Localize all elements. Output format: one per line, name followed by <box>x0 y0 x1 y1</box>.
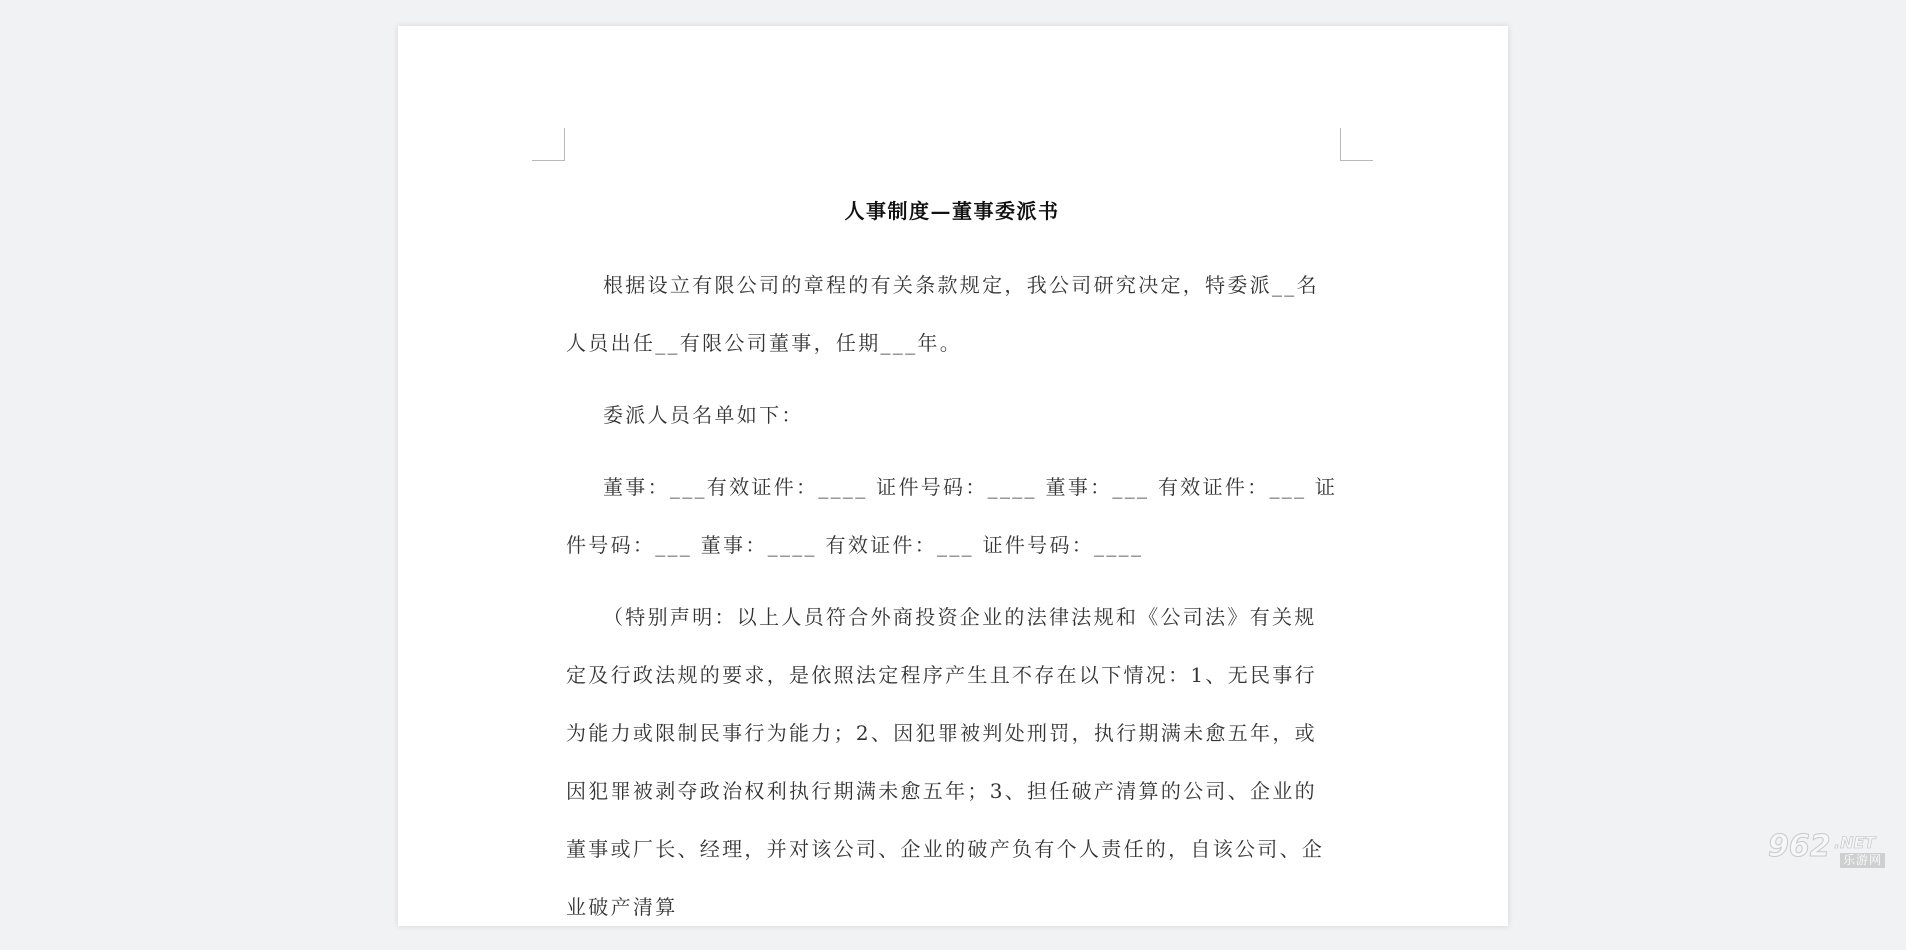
document-page[interactable] <box>398 26 1508 926</box>
watermark-number: 962 <box>1768 829 1831 864</box>
paragraph-director-list: 董事：___有效证件：____ 证件号码：____ 董事：___ 有效证件：___ 证件号码：___ 董事：____ 有效证件：___ 证件号码：____ <box>566 475 1338 557</box>
margin-mark-top-right <box>1340 128 1373 161</box>
paragraph-appointment: 根据设立有限公司的章程的有关条款规定，我公司研究决定，特委派__名人员出任__有限公司董事，任期___年。 <box>566 273 1319 355</box>
watermark-suffix: .NET <box>1834 833 1876 852</box>
paragraph-list-intro: 委派人员名单如下： <box>603 403 804 427</box>
site-watermark-logo <box>1766 829 1901 873</box>
paragraph-special-statement: （特别声明：以上人员符合外商投资企业的法律法规和《公司法》有关规定及行政法规的要求，是依照法定程序产生且不存在以下情况：1、无民事行为能力或限制民事行为能力；2、因犯罪被判处刑罚，执行期满未愈五年，或因犯罪被剥夺政治权利执行期满未愈五年；3、担任破产清算的公司、企业的董事或厂长、经理，并对该公司、企业的破产负有个人责任的，自该公司、企业破产清算 <box>566 605 1325 919</box>
document-title: 人事制度—董事委派书 <box>844 199 1060 223</box>
document-body <box>566 196 1338 950</box>
margin-mark-top-left <box>532 128 565 161</box>
watermark-subtitle: 乐游网 <box>1840 853 1885 868</box>
